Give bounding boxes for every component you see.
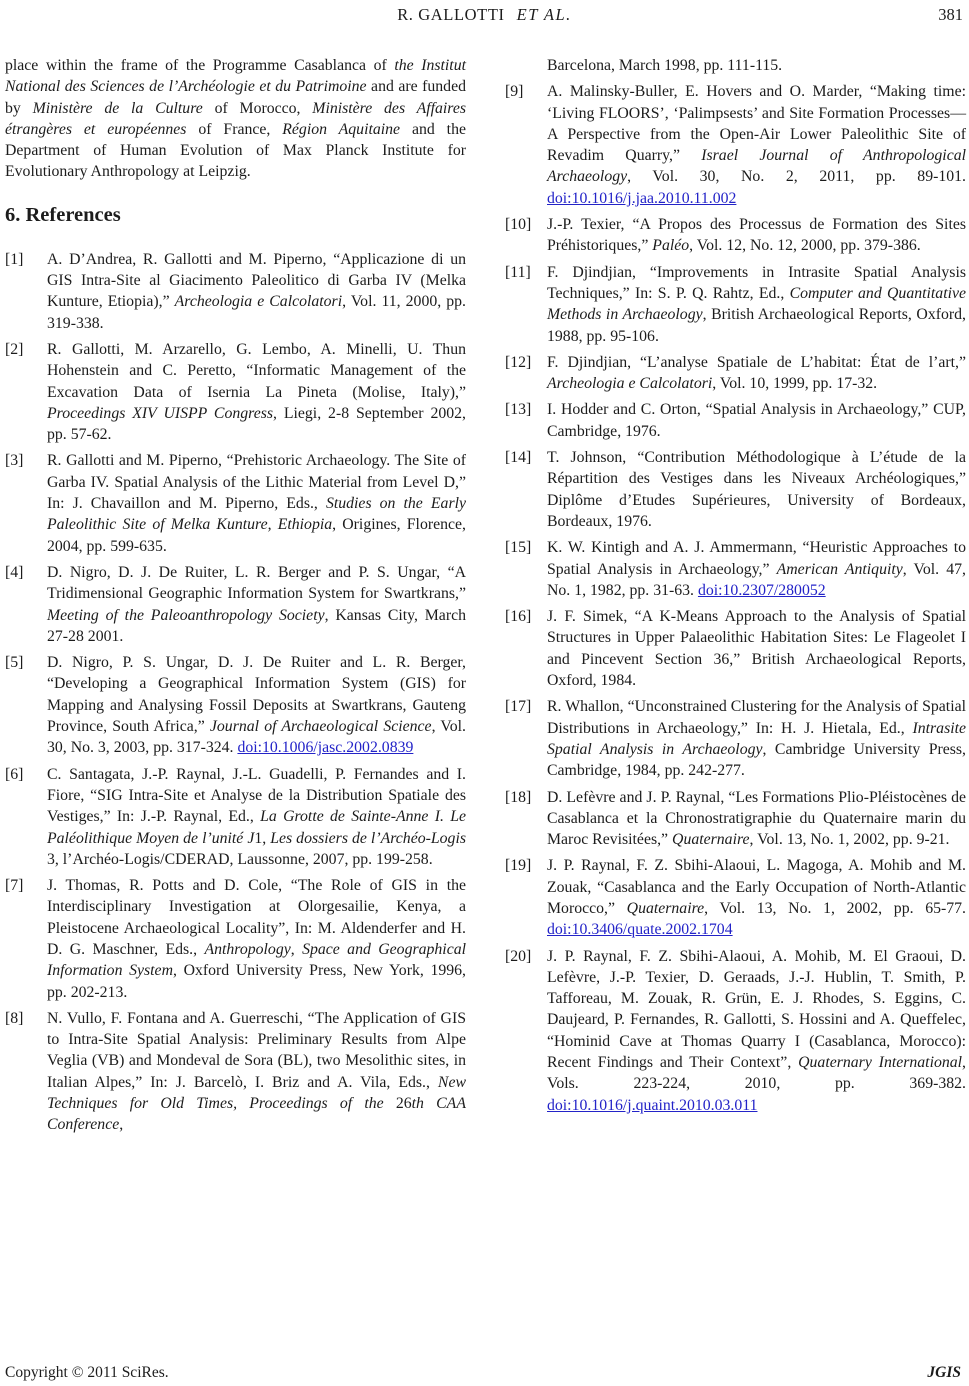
text-run: ,: [119, 1116, 124, 1134]
reference-text: [547, 449, 966, 530]
text-run: D. Nigro, D. J. De Ruiter, L. R. Berger and P. S. Ungar, “A Tridimensional Geographic Information System for Swartkrans,”: [47, 563, 466, 603]
text-run: ,: [290, 940, 303, 958]
reference-number: [7]: [5, 877, 24, 895]
reference-number: [13]: [505, 401, 532, 419]
reference-text: [47, 654, 466, 756]
doi-link[interactable]: doi:10.1016/j.jaa.2010.11.002: [547, 189, 737, 207]
doi-link[interactable]: doi:10.2307/280052: [697, 581, 826, 599]
text-run: D. Lefèvre and J. P. Raynal, “Les Formations Plio-Pléistocènes de Casablanca et la Chronostratigraphie du Quaternaire marin du Maroc Revisitées,”: [547, 788, 966, 849]
italic-text: Anthropology: [204, 940, 291, 958]
italic-text: the Institut National des Sciences de l’Archéologie et du Patrimoine: [5, 57, 466, 96]
italic-text: Journal of Archaeological Science: [209, 718, 432, 736]
reference-item: [5, 450, 466, 556]
reference-number: [2]: [5, 340, 24, 358]
reference-text: [547, 539, 966, 599]
running-et-al: ET AL.: [516, 5, 572, 24]
two-column-layout: [5, 55, 966, 1141]
reference-item: [505, 787, 966, 851]
text-run: and are funded by: [5, 78, 466, 117]
italic-text: Quaternaire: [626, 899, 705, 917]
reference-item: [505, 399, 966, 442]
reference-item: [505, 537, 966, 601]
reference-text: [547, 83, 966, 206]
reference-item: [5, 562, 466, 647]
reference-number: [8]: [5, 1009, 24, 1027]
text-run: F. Djindjian, “Improvements in Intrasite Spatial Analysis Techniques,” In: S. P. Q. Rahtz, Ed.,: [547, 263, 966, 302]
reference-number: [16]: [505, 608, 532, 626]
text-run: R. Whallon, “Unconstrained Clustering for the Analysis of Spatial Distributions in Archaeology,” In: H. J. Hietala, Ed.,: [547, 698, 966, 737]
reference-item: [505, 696, 966, 781]
text-run: , Vol. 47, No. 1, 1982, pp. 31-63.: [547, 560, 966, 599]
text-run: C. Santagata, J.-P. Raynal, J.-L. Guadelli, P. Fernandes and I. Fiore, “SIG Intra-Site et Analyse de la Distribution Spatiale des Vestiges,” In: J.-P. Raynal, Ed.,: [47, 765, 466, 826]
reference-text: [47, 1010, 466, 1133]
text-run: J.-P. Texier, “A Propos des Processus de Formation des Sites Préhistoriques,”: [547, 216, 966, 255]
reference-text: [547, 698, 966, 779]
italic-text: Computer and Quantitative Methods in Archaeology: [547, 284, 966, 324]
text-run: F. Djindjian, “L’analyse Spatiale de L’habitat: État de l’art,”: [547, 353, 966, 371]
reference-item: [505, 81, 966, 209]
left-column: [5, 55, 466, 1141]
doi-link[interactable]: doi:10.1006/jasc.2002.0839: [237, 739, 414, 757]
reference-number: [9]: [505, 83, 524, 101]
text-run: , Vol. 12, No. 12, 2000, pp. 379-386.: [689, 237, 921, 255]
text-run: and the Department of Human Evolution of Max Planck Institute for Evolutionary Anthropology at Leipzig.: [5, 120, 466, 181]
text-run: , Vol. 11, 2000, pp. 319-338.: [47, 293, 466, 332]
reference-text: [547, 608, 966, 689]
text-run: 26: [395, 1095, 412, 1113]
italic-text: Ministère de la Culture: [32, 99, 203, 117]
references-heading: 6. References: [5, 203, 121, 226]
doi-link[interactable]: doi:10.1016/j.quaint.2010.03.011: [547, 1096, 758, 1114]
reference-text: [547, 216, 966, 254]
text-run: , Origines, Florence, 2004, pp. 599-635.: [47, 516, 466, 555]
reference-number: [3]: [5, 452, 24, 470]
reference-item: [505, 447, 966, 532]
italic-text: Quaternary International: [798, 1054, 963, 1072]
italic-text: Intrasite Spatial Analysis in Archaeology: [547, 719, 966, 758]
reference-item: [505, 855, 966, 940]
italic-text: Les dossiers de l’Archéo-Logis: [270, 829, 466, 847]
reference-number: [11]: [505, 263, 531, 281]
text-run: R. Gallotti, M. Arzarello, G. Lembo, A. Minelli, U. Thun Hohenstein and C. Peretto, “Informatic Management of the Excavation Data of Isernia La Pineta (Molise, Italy),”: [47, 340, 466, 401]
text-run: T. Johnson, “Contribution Méthodologique à L’étude de la Répartition des Vestiges dans les Niveaux Archéologiques,” Diplôme d’Etudes Supérieures, University of Bordeaux, Bordeaux, 1976.: [547, 449, 966, 530]
text-run: , Vol. 30, No. 3, 2003, pp. 317-324.: [47, 718, 466, 757]
text-run: , Liegi, 2-8 September 2002, pp. 57-62.: [47, 404, 466, 444]
doi-link[interactable]: doi:10.3406/quate.2002.1704: [547, 921, 733, 939]
reference-number: [6]: [5, 765, 24, 783]
text-run: K. W. Kintigh and A. J. Ammermann, “Heuristic Approaches to Spatial Analysis in Archaeology,”: [547, 539, 966, 578]
reference-item: [5, 652, 466, 758]
acknowledgements-paragraph: [5, 55, 466, 183]
reference-item: [5, 339, 466, 445]
italic-text: Paléo: [652, 237, 690, 255]
text-run: A. D’Andrea, R. Gallotti and M. Piperno, “Applicazione di un GIS Intra-Site al Giacimento Paleolitico di Garba IV (Melka Kunture, Etiopia),”: [47, 250, 466, 311]
text-run: 1,: [254, 829, 271, 847]
reference-text: [47, 877, 466, 1000]
text-run: of Morocco,: [202, 99, 313, 117]
reference-number: [12]: [505, 353, 532, 371]
text-run: Barcelona, March 1998, pp. 111-115.: [547, 57, 783, 74]
reference-number: [1]: [5, 250, 24, 268]
reference-item: [505, 606, 966, 691]
running-author: R. GALLOTTI: [397, 5, 505, 24]
reference-text: [47, 452, 466, 554]
reference-item: [5, 1008, 466, 1136]
right-column: [505, 55, 966, 1141]
reference-number: [20]: [505, 947, 532, 965]
italic-text: Israel Journal of Anthropological Archaeology: [547, 147, 966, 186]
text-run: , Vol. 13, No. 1, 2002, pp. 9-21.: [749, 831, 950, 849]
text-run: I. Hodder and C. Orton, “Spatial Analysis in Archaeology,” CUP, Cambridge, 1976.: [547, 401, 966, 440]
italic-text: New Techniques for Old Times, Proceedings of the: [47, 1073, 466, 1113]
running-head: [0, 5, 969, 25]
reference-text: [47, 766, 466, 868]
italic-text: La Grotte de Sainte-Anne I. Le Paléolithique Moyen de l’unité J: [47, 808, 466, 847]
text-run: , Vol. 10, 1999, pp. 17-32.: [712, 375, 878, 393]
italic-text: Région Aquitaine: [282, 120, 401, 138]
reference-text: [47, 251, 466, 332]
reference-number: [5]: [5, 654, 24, 672]
reference-text: [47, 564, 466, 645]
text-run: , Vol. 30, No. 2, 2011, pp. 89-101.: [627, 168, 966, 186]
text-run: 3, l’Archéo-Logis/CDERAD, Laussonne, 2007, pp. 199-258.: [47, 850, 433, 868]
italic-text: Meeting of the Paleoanthropology Society: [47, 606, 325, 624]
text-run: place within the frame of the Programme Casablanca of: [5, 57, 395, 74]
italic-text: Quaternaire: [672, 831, 750, 849]
reference-number: [4]: [5, 563, 24, 581]
italic-text: th CAA Conference: [47, 1095, 466, 1134]
italic-text: Ministère des Affaires étrangères et européennes: [5, 99, 467, 138]
reference-item: [505, 262, 966, 347]
text-run: , Vol. 13, No. 1, 2002, pp. 65-77.: [704, 899, 967, 917]
text-run: J. Thomas, R. Potts and D. Cole, “The Role of GIS in the Interdisciplinary Investigation at Olorgesailie, Kenya, a Pleistocene Archaeological Locality”, In: M. Aldenderfer and H. D. G. Maschner, Eds.,: [47, 877, 466, 958]
text-run: R. Gallotti and M. Piperno, “Prehistoric Archaeology. The Site of Garba IV. Spatial Analysis of the Lithic Material from Level D,” In: J. Chavaillon and M. Piperno, Eds.,: [47, 452, 466, 513]
text-run: N. Vullo, F. Fontana and A. Guerreschi, “The Application of GIS to Intra-Site Spatial Analysis: Preliminary Results from Alpe Veglia (VB) and Mondeval de Sora (BL), two Mesolithic sites, in Italian Alpes,” In: J. Barcelò, I. Briz and A. Vila, Eds.,: [47, 1009, 466, 1091]
italic-text: Archeologia e Calcolatori: [547, 375, 713, 393]
reference-item: [5, 249, 466, 334]
italic-text: Proceedings XIV UISPP Congress: [47, 404, 274, 422]
reference-number: [15]: [505, 539, 532, 557]
reference-text: [547, 264, 966, 345]
reference-text: [547, 857, 966, 938]
reference-list-right: [505, 81, 966, 1116]
journal-abbreviation: JGIS: [927, 1364, 961, 1381]
text-run: J. P. Raynal, F. Z. Sbihi-Alaoui, L. Magoga, A. Mohib and M. Zouak, “Casablanca and the Early Occupation of North-Atlantic Morocco,”: [547, 857, 966, 917]
reference-item: [5, 764, 466, 870]
reference-item: [505, 352, 966, 395]
reference-item: [505, 946, 966, 1116]
reference-text: [547, 789, 966, 849]
text-run: A. Malinsky-Buller, E. Hovers and O. Marder, “Making time: ‘Living FLOORS’, ‘Palimpsests’ and Site Formation Processes—A Perspective from the Open-Air Lower Paleolithic Site of Revadim Quarry,”: [547, 83, 966, 165]
page-number: 381: [938, 5, 963, 24]
reference-list-left: [5, 249, 466, 1136]
reference-text: [547, 354, 966, 392]
text-run: , Kansas City, March 27-28 2001.: [47, 606, 466, 645]
text-run: , Cambridge University Press, Cambridge, 1984, pp. 242-277.: [547, 740, 966, 780]
text-run: J. F. Simek, “A K-Means Approach to the Analysis of Spatial Structures in Upper Palaeolithic Habitation Sites: Le Flageolet I and Pincevent Section 36,” British Archaeological Reports, Oxford, 1984.: [547, 608, 966, 690]
reference-item: [505, 214, 966, 257]
italic-text: American Antiquity: [776, 560, 903, 578]
text-run: of France,: [186, 120, 283, 138]
reference-number: [18]: [505, 788, 532, 806]
text-run: , Oxford University Press, New York, 1996, pp. 202-213.: [47, 962, 466, 1001]
reference-text: [47, 341, 466, 443]
text-run: , Vols. 223-224, 2010, pp. 369-382.: [547, 1054, 966, 1093]
reference-text: [547, 948, 966, 1114]
copyright-notice: Copyright © 2011 SciRes.: [5, 1364, 169, 1381]
reference-number: [14]: [505, 449, 532, 467]
reference-number: [10]: [505, 216, 532, 234]
reference-continuation: [505, 55, 966, 76]
reference-item: [5, 875, 466, 1003]
italic-text: Studies on the Early Paleolithic Site of Melka Kunture, Ethiopia: [47, 495, 466, 534]
text-run: D. Nigro, P. S. Ungar, D. J. De Ruiter and L. R. Berger, “Developing a Geographical Information System (GIS) for Mapping and Analysing Fossil Deposits at Swartkrans, Gauteng Province, South Africa,”: [47, 654, 466, 736]
italic-text: Space and Geographical Information System: [47, 940, 466, 980]
reference-number: [19]: [505, 857, 532, 875]
text-run: J. P. Raynal, F. Z. Sbihi-Alaoui, A. Mohib, M. El Graoui, D. Lefèvre, J.-P. Texier, D. Geraads, J.-J. Hublin, T. Smith, P. Tafforeau, M. Zouak, R. Grün, E. J. Rhodes, S. Eggins, C. Daujeard, P. Fernandes, R. Gallotti, S. Hossini and A. Queffelec, “Hominid Cave at Thomas Quarry I (Casablanca, Morocco): Recent Findings and Their Context”,: [547, 947, 966, 1072]
reference-text: [547, 401, 966, 439]
text-run: , British Archaeological Reports, Oxford, 1988, pp. 95-106.: [547, 306, 966, 345]
italic-text: Archeologia e Calcolatori: [174, 293, 343, 311]
reference-number: [17]: [505, 698, 532, 716]
